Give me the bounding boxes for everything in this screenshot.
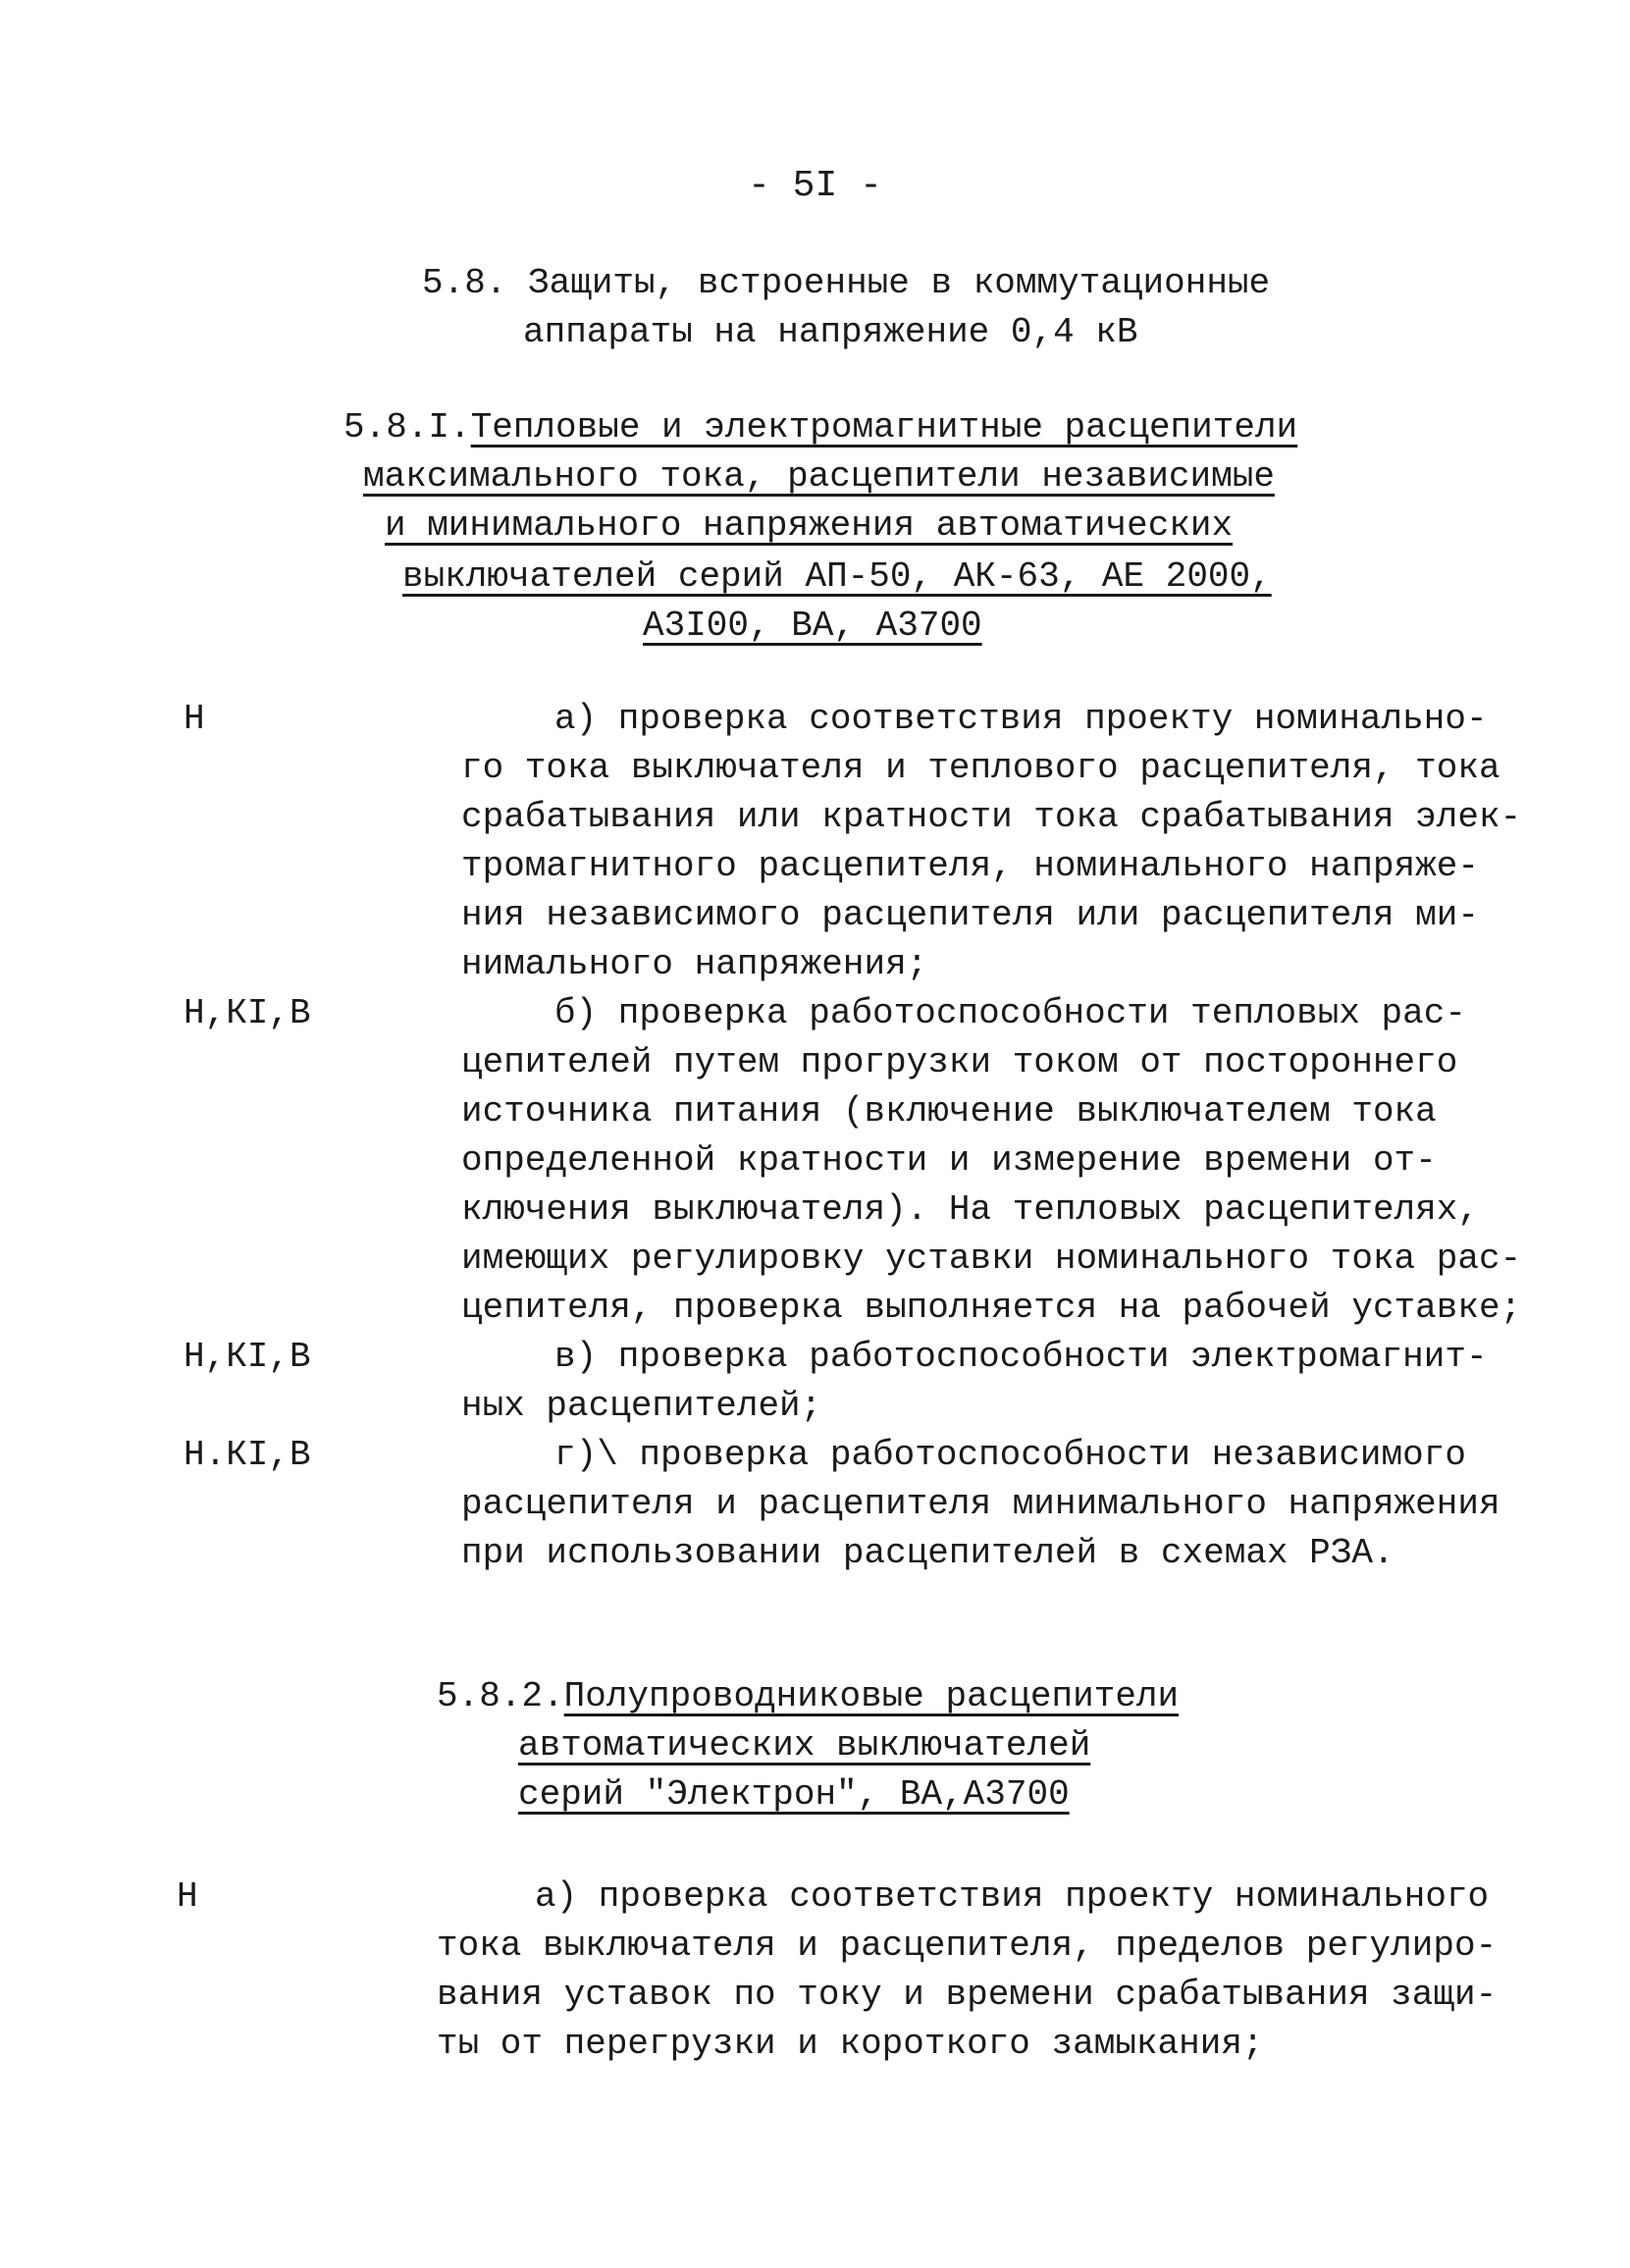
item-label: Н.КI,В	[184, 1435, 311, 1475]
section-5-8-title-line-2: аппараты на напряжение 0,4 кВ	[523, 312, 1138, 352]
item-text-line: цепителей путем прогрузки током от постороннего	[461, 1042, 1458, 1082]
item-text-line: имеющих регулировку уставки номинального тока рас-	[461, 1239, 1522, 1279]
item-text-line: расцепителя и расцепителя минимального напряжения	[461, 1484, 1500, 1524]
item-text-line: цепителя, проверка выполняется на рабочей уставке;	[461, 1288, 1522, 1328]
item-text-line: б) проверка работоспособности тепловых рас-	[554, 993, 1466, 1033]
item-label: Н	[177, 1876, 198, 1917]
item-text-line: ных расцепителей;	[461, 1386, 822, 1426]
item-text-line: нимального напряжения;	[461, 944, 928, 984]
section-5-8-1-heading	[343, 407, 1297, 448]
section-5-8-title-line-1: 5.8. Защиты, встроенные в коммутационные	[422, 263, 1271, 303]
section-5-8-1-title-line-1: Тепловые и электромагнитные расцепители	[470, 407, 1298, 448]
section-5-8-1-title-line-5: А3I00, ВА, А3700	[643, 606, 982, 646]
item-text-line: в) проверка работоспособности электромагнит-	[554, 1337, 1488, 1377]
section-5-8-2-title-line-3: серий "Электрон", ВА,А3700	[518, 1774, 1070, 1815]
section-5-8-1-title-line-4: выключателей серий АП-50, АК-63, АЕ 2000,	[402, 556, 1272, 597]
section-5-8-1-title-line-2: максимального тока, расцепители независимые	[363, 456, 1275, 497]
section-5-8-2-heading	[437, 1676, 1179, 1716]
item-text-line: вания уставок по току и времени срабатывания защи-	[437, 1975, 1498, 2015]
item-text-line: определенной кратности и измерение времени от-	[461, 1140, 1437, 1181]
item-text-line: тромагнитного расцепителя, номинального напряже-	[461, 846, 1479, 886]
item-text-line: г)\ проверка работоспособности независимого	[554, 1435, 1466, 1475]
section-5-8-2-title-line-1: Полупроводниковые расцепители	[563, 1676, 1180, 1716]
item-label: Н	[184, 699, 205, 739]
page-number: - 5I -	[748, 165, 882, 207]
section-5-8-2-title-line-2: автоматических выключателей	[518, 1725, 1091, 1766]
item-label: Н,КI,В	[184, 993, 311, 1033]
item-text-line: ния независимого расцепителя или расцепителя ми-	[461, 895, 1479, 935]
item-text-line: ты от перегрузки и короткого замыкания;	[437, 2024, 1264, 2064]
item-text-line: а) проверка соответствия проекту номинального	[535, 1876, 1490, 1917]
item-text-line: ключения выключателя). На тепловых расцепителях,	[461, 1189, 1479, 1230]
item-text-line: источника питания (включение выключателем тока	[461, 1091, 1437, 1132]
item-text-line: а) проверка соответствия проекту номинально-	[554, 699, 1488, 739]
item-text-line: тока выключателя и расцепителя, пределов регулиро-	[437, 1925, 1498, 1966]
section-5-8-1-title-line-3: и минимального напряжения автоматических	[385, 505, 1234, 546]
item-label: Н,КI,В	[184, 1337, 311, 1377]
item-text-line: при использовании расцепителей в схемах РЗА.	[461, 1533, 1394, 1573]
section-5-8-1-number: 5.8.I.	[343, 407, 471, 448]
item-text-line: срабатывания или кратности тока срабатывания элек-	[461, 797, 1522, 837]
item-text-line: го тока выключателя и теплового расцепителя, тока	[461, 748, 1500, 788]
section-5-8-2-number: 5.8.2.	[437, 1676, 564, 1716]
